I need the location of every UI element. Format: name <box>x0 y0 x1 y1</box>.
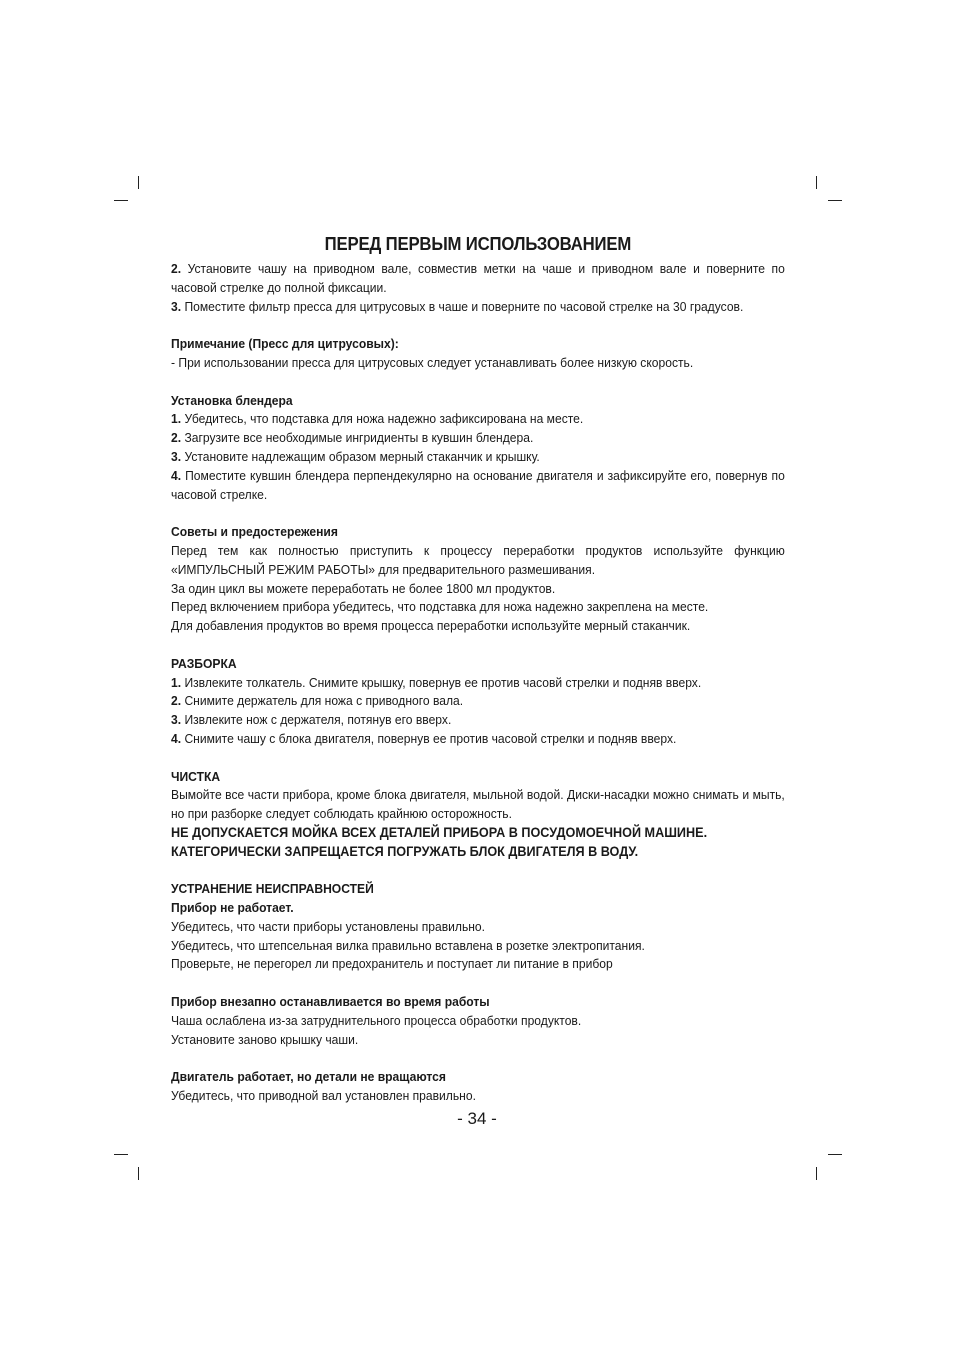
crop-mark-bottom-right-horizontal <box>828 1154 842 1155</box>
problem-line: Убедитесь, что приводной вал установлен правильно. <box>171 1088 476 1104</box>
intro-steps <box>171 260 785 316</box>
note-line: - При использовании пресса для цитрусовых следует устанавливать более низкую скорость. <box>171 354 694 370</box>
disassembly-step: 3. Извлеките нож с держателя, потянув его вверх. <box>171 712 452 728</box>
problem-line: Убедитесь, что части приборы установлены правильно. <box>171 918 486 934</box>
crop-mark-top-right-vertical <box>816 176 817 189</box>
page-title: ПЕРЕД ПЕРВЫМ ИСПОЛЬЗОВАНИЕМ <box>324 234 632 254</box>
problem-heading: Прибор не работает. <box>171 900 294 916</box>
tips-line: Перед тем как полностью приступить к процессу переработки продуктов используйте функцию «ИМПУЛЬСНЫЙ РЕЖИМ РАБОТЫ» для предварительного размешивания. <box>171 542 785 577</box>
problem-line: Проверьте, не перегорел ли предохранитель и поступает ли питание в прибор <box>171 956 613 972</box>
note-section <box>171 335 785 373</box>
blender-section <box>171 392 785 505</box>
crop-mark-bottom-left-vertical <box>138 1167 139 1180</box>
crop-mark-top-left-horizontal <box>114 200 128 201</box>
blender-step: 4. Поместите кувшин блендера перпендекулярно на основание двигателя и зафиксируйте его, повернув по часовой стрелке. <box>171 467 785 502</box>
disassembly-section <box>171 655 785 749</box>
problem-heading: Прибор внезапно останавливается во время работы <box>171 994 490 1010</box>
note-heading: Примечание (Пресс для цитрусовых): <box>171 336 399 352</box>
problem-heading: Двигатель работает, но детали не вращаются <box>171 1069 446 1085</box>
tips-line: Для добавления продуктов во время процесса переработки используйте мерный стаканчик. <box>171 618 691 634</box>
disassembly-heading: РАЗБОРКА <box>171 655 237 671</box>
disassembly-step: 4. Снимите чашу с блока двигателя, повернув ее против часовой стрелки и подняв вверх. <box>171 730 677 746</box>
page-number: - 34 - <box>457 1109 497 1128</box>
blender-step: 2. Загрузите все необходимые ингридиенты в кувшин блендера. <box>171 430 534 446</box>
tips-section <box>171 523 785 636</box>
troubleshooting-section <box>171 880 785 1106</box>
problem-line: Чаша ослаблена из-за затруднительного процесса обработки продуктов. <box>171 1012 582 1028</box>
blender-step: 1. Убедитесь, что подставка для ножа надежно зафиксирована на месте. <box>171 411 584 427</box>
disassembly-step: 1. Извлеките толкатель. Снимите крышку, повернув ее против часовй стрелки и подняв вверх. <box>171 674 702 690</box>
crop-mark-top-left-vertical <box>138 176 139 189</box>
cleaning-text: Вымойте все части прибора, кроме блока двигателя, мыльной водой. Диски-насадки можно снимать и мыть, но при разборке следует соблюдать крайнюю осторожность. <box>171 787 785 822</box>
intro-step: 2. Установите чашу на приводном вале, совместив метки на чаше и приводном вале и поверните по часовой стрелке до полной фиксации. <box>171 261 785 295</box>
blender-heading: Установка блендера <box>171 392 293 408</box>
problem-line: Установите заново крышку чаши. <box>171 1031 359 1047</box>
cleaning-section <box>171 768 785 862</box>
problem-line: Убедитесь, что штепсельная вилка правильно вставлена в розетке электропитания. <box>171 937 645 953</box>
troubleshooting-heading: УСТРАНЕНИЕ НЕИСПРАВНОСТЕЙ <box>171 881 374 897</box>
crop-mark-bottom-right-vertical <box>816 1167 817 1180</box>
cleaning-heading: ЧИСТКА <box>171 768 221 784</box>
cleaning-warning: НЕ ДОПУСКАЕТСЯ МОЙКА ВСЕХ ДЕТАЛЕЙ ПРИБОРА В ПОСУДОМОЕЧНОЙ МАШИНЕ. <box>171 824 708 840</box>
blender-step: 3. Установите надлежащим образом мерный стаканчик и крышку. <box>171 448 540 464</box>
crop-mark-top-right-horizontal <box>828 200 842 201</box>
intro-step: 3. Поместите фильтр пресса для цитрусовых в чаше и поверните по часовой стрелке на 30 градусов. <box>171 298 744 314</box>
page-content <box>171 232 785 1106</box>
crop-mark-bottom-left-horizontal <box>114 1154 128 1155</box>
tips-line: Перед включением прибора убедитесь, что подставка для ножа надежно закреплена на месте. <box>171 599 709 615</box>
tips-line: За один цикл вы можете переработать не более 1800 мл продуктов. <box>171 580 556 596</box>
tips-heading: Советы и предостережения <box>171 524 338 540</box>
disassembly-step: 2. Снимите держатель для ножа с приводного вала. <box>171 693 464 709</box>
cleaning-warning: КАТЕГОРИЧЕСКИ ЗАПРЕЩАЕТСЯ ПОГРУЖАТЬ БЛОК ДВИГАТЕЛЯ В ВОДУ. <box>171 843 639 859</box>
